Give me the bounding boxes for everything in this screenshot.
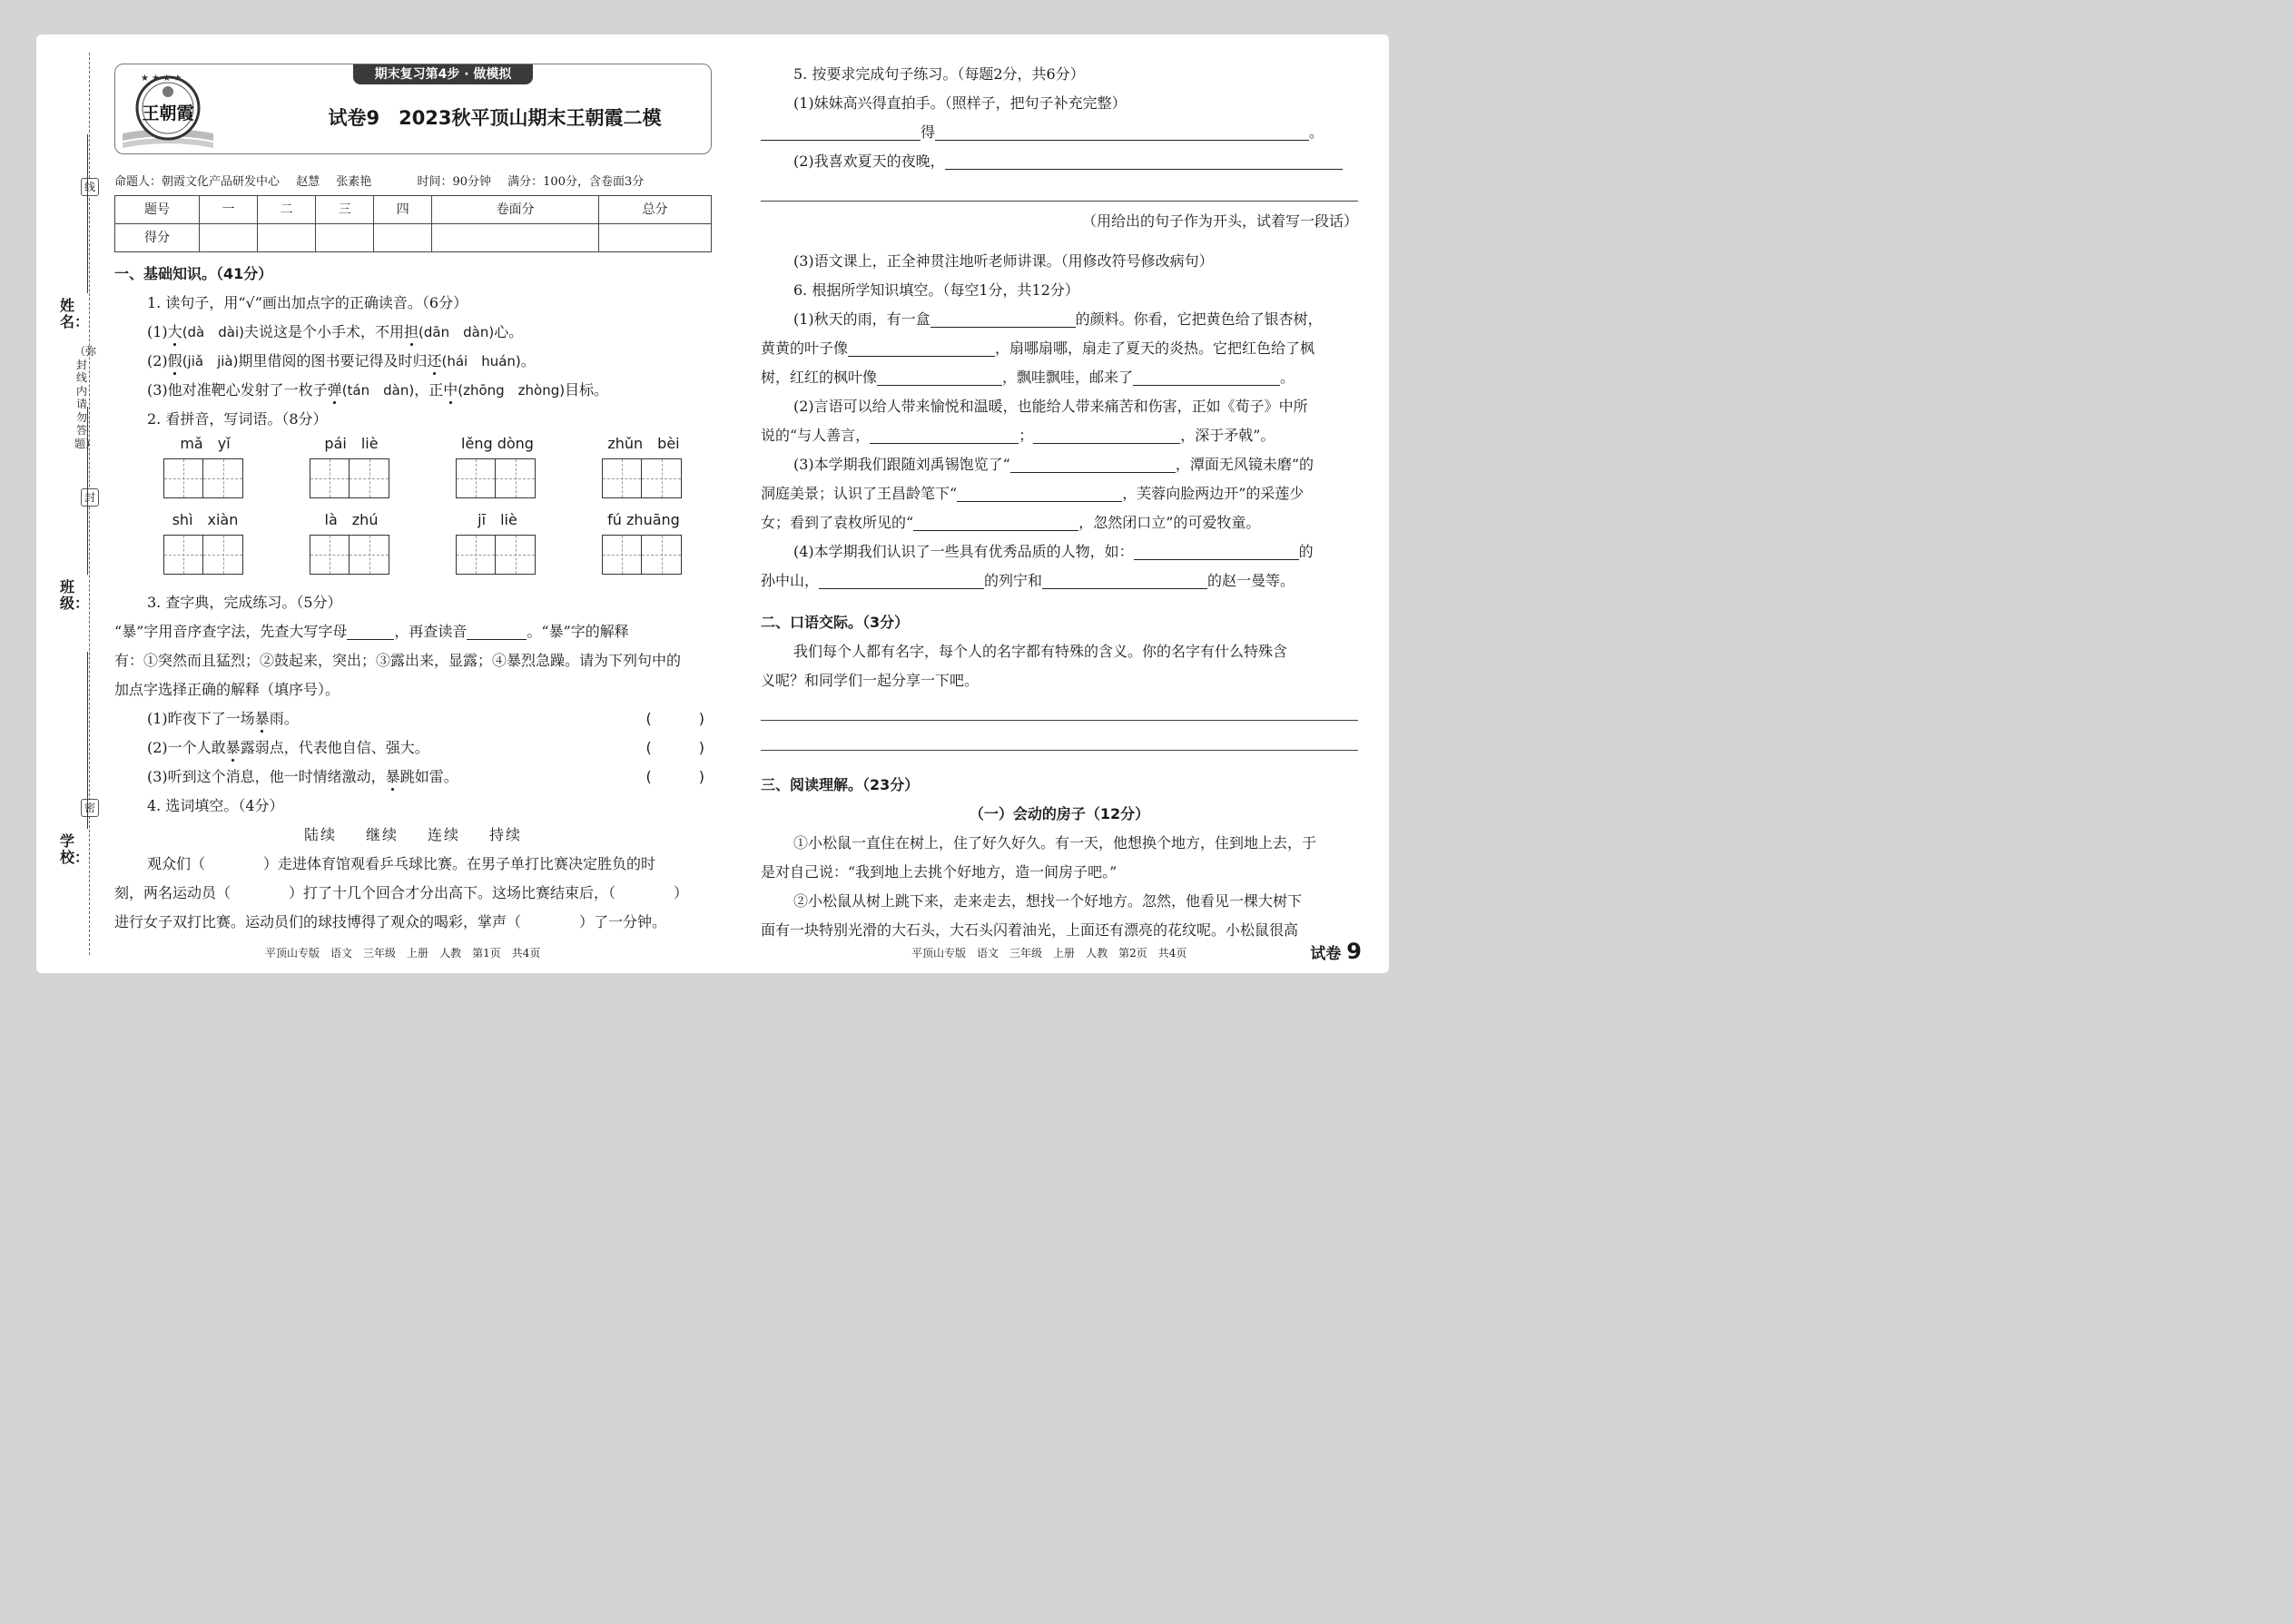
exam-time: 时间：90分钟 [417, 175, 492, 189]
answer-blank[interactable] [945, 151, 1343, 170]
q5-s2: (2)我喜欢夏天的夜晚， [761, 147, 1358, 176]
footer-left: 平顶山专版 语文 三年级 上册 人教 第1页 共4页 [265, 947, 541, 960]
q1-item: (3)他对准靶心发射了一枚子弹(tán dàn)，正中(zhōng zhòng)目标。 [114, 376, 712, 405]
review-step-tab: 期末复习第4步 · 做模拟 [353, 64, 533, 84]
writing-box[interactable] [163, 535, 203, 575]
answer-line[interactable] [761, 719, 1358, 721]
q5-title: 5. 按要求完成句子练习。（每题2分，共6分） [793, 65, 1085, 83]
answer-blank[interactable] [347, 621, 394, 640]
brand-logo [123, 70, 213, 150]
word-bank [114, 821, 712, 850]
answer-blank[interactable] [819, 570, 984, 589]
pinyin-item: pái liè [310, 434, 393, 498]
paper-number: 试卷 9 [1310, 939, 1362, 964]
writing-box[interactable] [203, 535, 243, 575]
q3-item: (3)听到这个消息，他一时情绪激动，暴跳如雷。 ( ) [114, 763, 712, 792]
school-field[interactable] [60, 832, 90, 866]
pinyin-item: zhǔn bèi [602, 434, 685, 498]
score-header-cell: 卷面分 [432, 196, 599, 224]
answer-blank[interactable] [848, 338, 995, 357]
q6-a: (1)秋天的雨，有一盒 的颜料。你看，它把黄色给了银杏树， [793, 310, 1323, 328]
word-option: 持续 [489, 826, 523, 843]
score-table-row [115, 224, 712, 252]
seal-tag-seal: 封 [81, 488, 99, 507]
q1-title: 1. 读句子，用“√”画出加点字的正确读音。（6分） [147, 294, 468, 311]
author-name-2: 张素艳 [336, 175, 372, 189]
q6-a: 黄黄的叶子像 ，扇哪扇哪，扇走了夏天的炎热。它把红色给了枫 [761, 340, 1315, 357]
header-banner [114, 64, 712, 154]
writing-box[interactable] [310, 458, 350, 498]
exam-author: 命题人：朝霞文化产品研发中心 [114, 175, 281, 189]
q3-title: 3. 查字典，完成练习。（5分） [147, 594, 342, 611]
q3-text: 有：①突然而且猛烈；②鼓起来，突出；③露出来，显露；④暴烈急躁。请为下列句中的 [114, 652, 682, 669]
exam-meta [114, 174, 712, 191]
q2-title: 2. 看拼音，写词语。（8分） [147, 410, 328, 428]
answer-blank[interactable] [1010, 454, 1176, 473]
score-cell[interactable] [316, 224, 374, 252]
score-header-cell: 三 [316, 196, 374, 224]
answer-paren[interactable]: ( ) [645, 739, 721, 756]
author-name-1: 赵慧 [296, 175, 320, 189]
answer-line[interactable] [761, 200, 1358, 202]
part3-title: 三、阅读理解。（23分） [761, 776, 920, 793]
pinyin-item: là zhú [310, 510, 393, 575]
writing-box[interactable] [203, 458, 243, 498]
q4-line: 进行女子双打比赛。运动员们的球技博得了观众的喝彩，掌声（ ）了一分钟。 [114, 913, 667, 930]
score-row-label: 得分 [115, 224, 200, 252]
writing-box[interactable] [456, 458, 496, 498]
seal-note: （弥封线内请勿答题） [74, 345, 97, 450]
answer-blank[interactable] [935, 122, 1309, 141]
pinyin-item: jī liè [456, 510, 539, 575]
q6-d: 孙中山， 的列宁和 的赵一曼等。 [761, 572, 1295, 589]
exam-title: 试卷9 2023秋平顶山期末王朝霞二模 [328, 107, 662, 129]
left-page [114, 34, 721, 937]
writing-box[interactable] [602, 458, 642, 498]
q6-c: (3)本学期我们跟随刘禹锡饱览了“ ，潭面无风镜未磨”的 [793, 456, 1314, 473]
pinyin-item: mǎ yǐ [163, 434, 247, 498]
answer-paren[interactable]: ( ) [645, 768, 721, 785]
q6-b: (2)言语可以给人带来愉悦和温暖，也能给人带来痛苦和伤害，正如《荀子》中所 [793, 398, 1308, 415]
school-label: 学校： [60, 832, 90, 866]
writing-box[interactable] [456, 535, 496, 575]
answer-blank[interactable] [1033, 425, 1180, 444]
answer-blank[interactable] [930, 309, 1076, 328]
name-line[interactable] [87, 134, 88, 293]
writing-box[interactable] [642, 535, 682, 575]
passage-title: （一）会动的房子（12分） [969, 805, 1150, 822]
pinyin-item: shì xiàn [163, 510, 247, 575]
footer-right: 平顶山专版 语文 三年级 上册 人教 第2页 共4页 [911, 947, 1187, 960]
q3-item: (1)昨夜下了一场暴雨。 ( ) [114, 704, 712, 733]
exam-sheet [36, 34, 1389, 973]
answer-blank[interactable] [467, 621, 527, 640]
part2-text: 义呢？和同学们一起分享一下吧。 [761, 672, 980, 689]
seal-tag-line: 线 [81, 178, 99, 196]
passage-paragraph: ②小松鼠从树上跳下来，走来走去，想找一个好地方。忽然，他看见一棵大树下 [793, 892, 1303, 910]
writing-box[interactable] [350, 535, 389, 575]
binding-strip [36, 34, 109, 973]
score-header-cell: 一 [200, 196, 258, 224]
answer-blank[interactable] [870, 425, 1019, 444]
word-option: 继续 [365, 826, 399, 843]
writing-box[interactable] [350, 458, 389, 498]
logo-text: 王朝霞 [142, 103, 194, 123]
score-cell[interactable] [599, 224, 712, 252]
writing-box[interactable] [163, 458, 203, 498]
passage-paragraph: ①小松鼠一直住在树上，住了好久好久。有一天，他想换个地方，住到地上去，于 [793, 834, 1317, 851]
passage-paragraph: 面有一块特别光滑的大石头，大石头闪着油光，上面还有漂亮的花纹呢。小松鼠很高 [761, 921, 1299, 939]
score-header-cell: 总分 [599, 196, 712, 224]
pinyin-grid [114, 434, 712, 588]
q5-s1-answer: 得 。 [761, 118, 1358, 147]
score-cell[interactable] [374, 224, 432, 252]
q6-c: 洞庭美景；认识了王昌龄笔下“ ，芙蓉向脸两边开”的采莲少 [761, 485, 1305, 502]
q1-item: (1)大(dà dài)夫说这是个小手术，不用担(dān dàn)心。 [114, 318, 712, 347]
q3-text: 加点字选择正确的解释（填序号）。 [114, 681, 340, 698]
q4-line: 观众们（ ）走进体育馆观看乒乓球比赛。在男子单打比赛决定胜负的时 [147, 855, 656, 872]
name-label: 姓名： [60, 297, 90, 330]
score-table [114, 195, 712, 252]
answer-blank[interactable] [1134, 541, 1299, 560]
q3-item: (2)一个人敢暴露弱点，代表他自信、强大。 ( ) [114, 733, 712, 763]
score-cell[interactable] [258, 224, 316, 252]
q6-d: (4)本学期我们认识了一些具有优秀品质的人物，如： 的 [793, 543, 1314, 560]
q4-title: 4. 选词填空。（4分） [147, 797, 284, 814]
exam-full-score: 满分：100分，含卷面3分 [507, 175, 645, 189]
q6-a: 树，红红的枫叶像 ，飘哇飘哇，邮来了 。 [761, 369, 1295, 386]
school-line[interactable] [87, 652, 88, 829]
answer-blank[interactable] [913, 512, 1078, 531]
score-cell[interactable] [200, 224, 258, 252]
answer-blank[interactable] [957, 483, 1122, 502]
q3-text: “暴”字用音序查字法，先查大写字母 ，再查读音 。“暴”字的解释 [114, 623, 629, 640]
word-option: 陆续 [303, 826, 337, 843]
score-header-cell: 题号 [115, 196, 200, 224]
score-cell[interactable] [432, 224, 599, 252]
answer-blank[interactable] [877, 367, 1002, 386]
writing-box[interactable] [496, 458, 536, 498]
q6-c: 女；看到了袁枚所见的“ ，忽然闭口立”的可爱牧童。 [761, 514, 1261, 531]
writing-box[interactable] [310, 535, 350, 575]
part2-title: 二、口语交际。（3分） [761, 614, 910, 631]
answer-paren[interactable]: ( ) [645, 710, 721, 727]
pinyin-item: fú zhuāng [602, 510, 685, 575]
class-field[interactable] [60, 578, 90, 612]
score-header-cell: 四 [374, 196, 432, 224]
answer-blank[interactable] [1133, 367, 1280, 386]
seal-tag-secret: 密 [81, 799, 99, 817]
q5-s3: (3)语文课上，正全神贯注地听老师讲课。（用修改符号修改病句） [793, 252, 1214, 270]
part1-title: 一、基础知识。（41分） [114, 265, 273, 282]
q4-line: 刻，两名运动员（ ）打了十几个回合才分出高下。这场比赛结束后，（ ） [114, 884, 689, 901]
answer-blank[interactable] [761, 122, 921, 141]
writing-box[interactable] [496, 535, 536, 575]
pinyin-item: lěng dòng [456, 434, 539, 498]
score-header-cell: 二 [258, 196, 316, 224]
q5-s2-note: （用给出的句子作为开头，试着写一段话） [1081, 212, 1358, 230]
svg-text:★ ★ ★ ★: ★ ★ ★ ★ [141, 74, 182, 84]
right-page [761, 34, 1358, 945]
part2-text: 我们每个人都有名字，每个人的名字都有特殊的含义。你的名字有什么特殊含 [793, 643, 1288, 660]
writing-box[interactable] [642, 458, 682, 498]
passage-paragraph: 是对自己说：“我到地上去挑个好地方，造一间房子吧。” [761, 863, 1117, 881]
q6-b: 说的“与人善言， ； ，深于矛戟”。 [761, 427, 1275, 444]
class-label: 班级： [60, 578, 90, 612]
name-field[interactable] [60, 297, 90, 330]
answer-blank[interactable] [1042, 570, 1207, 589]
q5-s1: (1)妹妹高兴得直拍手。（照样子，把句子补充完整） [793, 94, 1127, 112]
word-option: 连续 [428, 826, 461, 843]
writing-box[interactable] [602, 535, 642, 575]
score-table-header [115, 196, 712, 224]
q1-item: (2)假(jiǎ jià)期里借阅的图书要记得及时归还(hái huán)。 [114, 347, 712, 376]
q6-title: 6. 根据所学知识填空。（每空1分，共12分） [793, 281, 1079, 299]
